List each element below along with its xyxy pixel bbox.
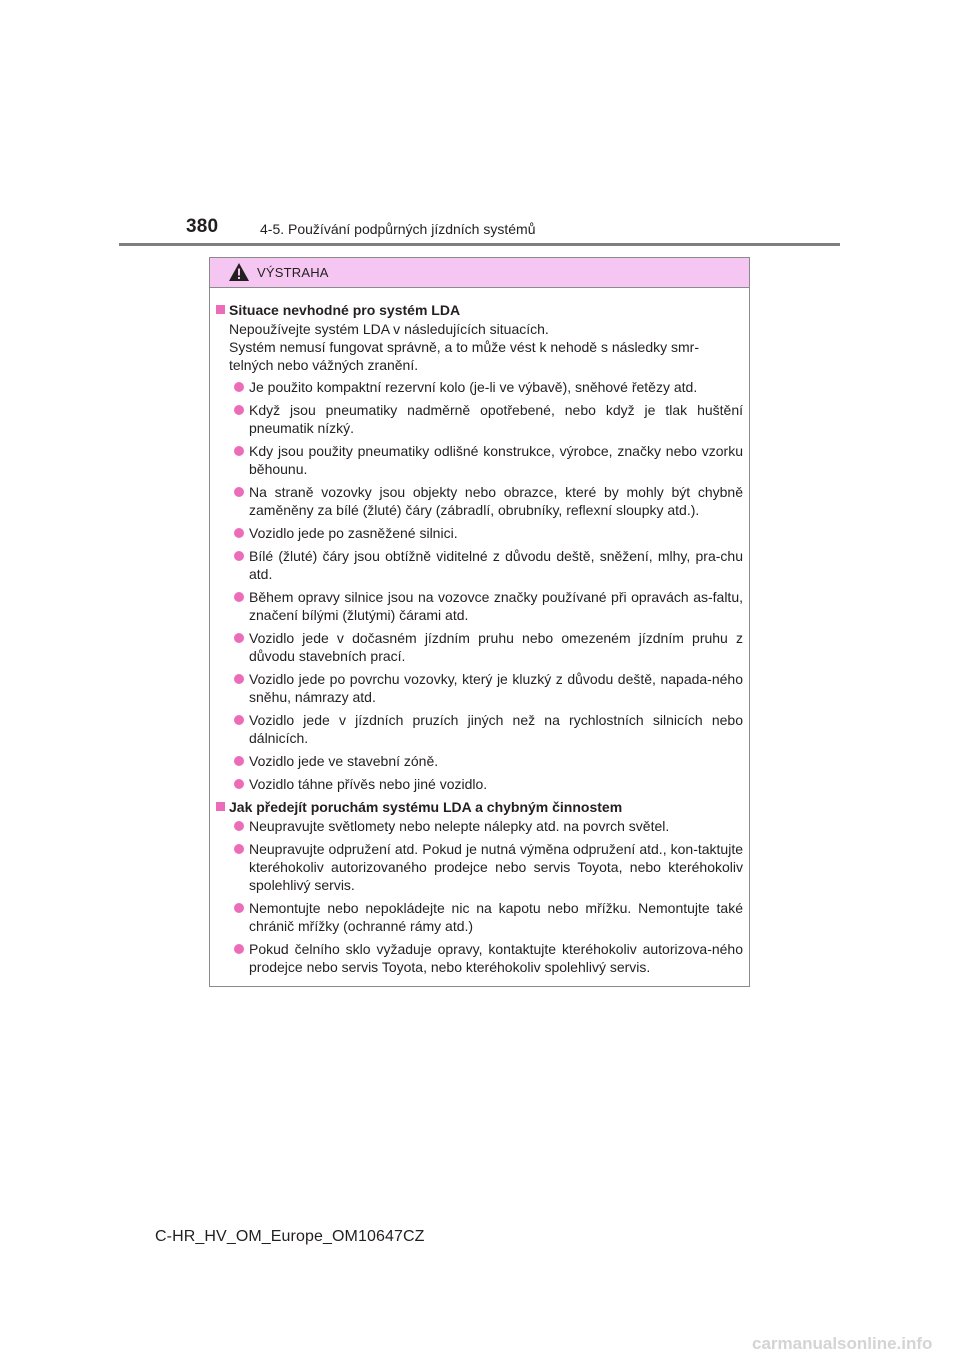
list-item: Neupravujte světlomety nebo nelepte nálepky atd. na povrch světel. xyxy=(216,817,743,835)
watermark: carmanualsonline.info xyxy=(752,1334,933,1353)
bullet-dot-icon xyxy=(234,551,244,561)
list-item: Vozidlo jede po povrchu vozovky, který je kluzký z důvodu deště, napada-ného sněhu, námrazy atd. xyxy=(216,670,743,706)
bullet-dot-icon xyxy=(234,674,244,684)
list-item: Vozidlo jede v jízdních pruzích jiných než na rychlostních silnicích nebo dálnicích. xyxy=(216,711,743,747)
list-item: Vozidlo jede po zasněžené silnici. xyxy=(216,524,743,542)
square-bullet-icon xyxy=(216,802,225,811)
warning-triangle-icon xyxy=(228,262,250,282)
list-item: Pokud čelního sklo vyžaduje opravy, kontaktujte kteréhokoliv autorizova-ného prodejce nebo servis Toyota, nebo kteréhokoliv spolehlivý servis. xyxy=(216,940,743,976)
bullet-dot-icon xyxy=(234,903,244,913)
bullet-dot-icon xyxy=(234,821,244,831)
section-heading: Jak předejít poruchám systému LDA a chybným činnostem xyxy=(216,798,743,816)
list-item: Nemontujte nebo nepokládejte nic na kapotu nebo mřížku. Nemontujte také chránič mřížky (ochranné rámy atd.) xyxy=(216,899,743,935)
bullet-dot-icon xyxy=(234,487,244,497)
bullet-dot-icon xyxy=(234,779,244,789)
page-header xyxy=(0,0,960,250)
bullet-dot-icon xyxy=(234,446,244,456)
list-item: Je použito kompaktní rezervní kolo (je-li ve výbavě), sněhové řetězy atd. xyxy=(216,378,743,396)
section-title: 4-5. Používání podpůrných jízdních systémů xyxy=(260,221,536,237)
bullet-dot-icon xyxy=(234,944,244,954)
square-bullet-icon xyxy=(216,305,225,314)
document-code: C-HR_HV_OM_Europe_OM10647CZ xyxy=(155,1228,425,1245)
bullet-dot-icon xyxy=(234,844,244,854)
bullet-dot-icon xyxy=(234,592,244,602)
intro-line: Systém nemusí fungovat správně, a to může vést k nehodě s následky smr-telných nebo vážných zranění. xyxy=(229,339,699,373)
list-item: Během opravy silnice jsou na vozovce značky používané při opravách as-faltu, značení bílými (žlutými) čárami atd. xyxy=(216,588,743,624)
warning-box xyxy=(209,257,750,987)
bullet-dot-icon xyxy=(234,756,244,766)
list-item: Když jsou pneumatiky nadměrně opotřebené, nebo když je tlak huštění pneumatik nízký. xyxy=(216,401,743,437)
list-item: Vozidlo táhne přívěs nebo jiné vozidlo. xyxy=(216,775,743,793)
list-item: Neupravujte odpružení atd. Pokud je nutná výměna odpružení atd., kon-taktujte kteréhokoliv autorizovaného prodejce nebo servis Toyota, nebo kteréhokoliv spolehlivý servis. xyxy=(216,840,743,894)
bullet-dot-icon xyxy=(234,715,244,725)
bullet-dot-icon xyxy=(234,405,244,415)
bullet-dot-icon xyxy=(234,382,244,392)
list-item: Vozidlo jede ve stavební zóně. xyxy=(216,752,743,770)
warning-body xyxy=(210,288,749,976)
bullet-dot-icon xyxy=(234,528,244,538)
intro-line: Nepoužívejte systém LDA v následujících situacích. xyxy=(229,321,549,337)
list-item: Vozidlo jede v dočasném jízdním pruhu nebo omezeném jízdním pruhu z důvodu stavebních prací. xyxy=(216,629,743,665)
section-heading: Situace nevhodné pro systém LDA xyxy=(216,301,743,319)
page-number: 380 xyxy=(186,216,219,237)
header-divider xyxy=(119,243,840,246)
warning-header xyxy=(210,258,749,288)
list-item: Na straně vozovky jsou objekty nebo obrazce, které by mohly být chybně zaměněny za bílé (žluté) čáry (zábradlí, obrubníky, reflexní sloupky atd.). xyxy=(216,483,743,519)
section-intro xyxy=(216,320,743,374)
list-item: Kdy jsou použity pneumatiky odlišné konstrukce, výrobce, značky nebo vzorku běhounu. xyxy=(216,442,743,478)
warning-label: VÝSTRAHA xyxy=(257,265,329,280)
list-item: Bílé (žluté) čáry jsou obtížně viditelné z důvodu deště, sněžení, mlhy, pra-chu atd. xyxy=(216,547,743,583)
bullet-dot-icon xyxy=(234,633,244,643)
